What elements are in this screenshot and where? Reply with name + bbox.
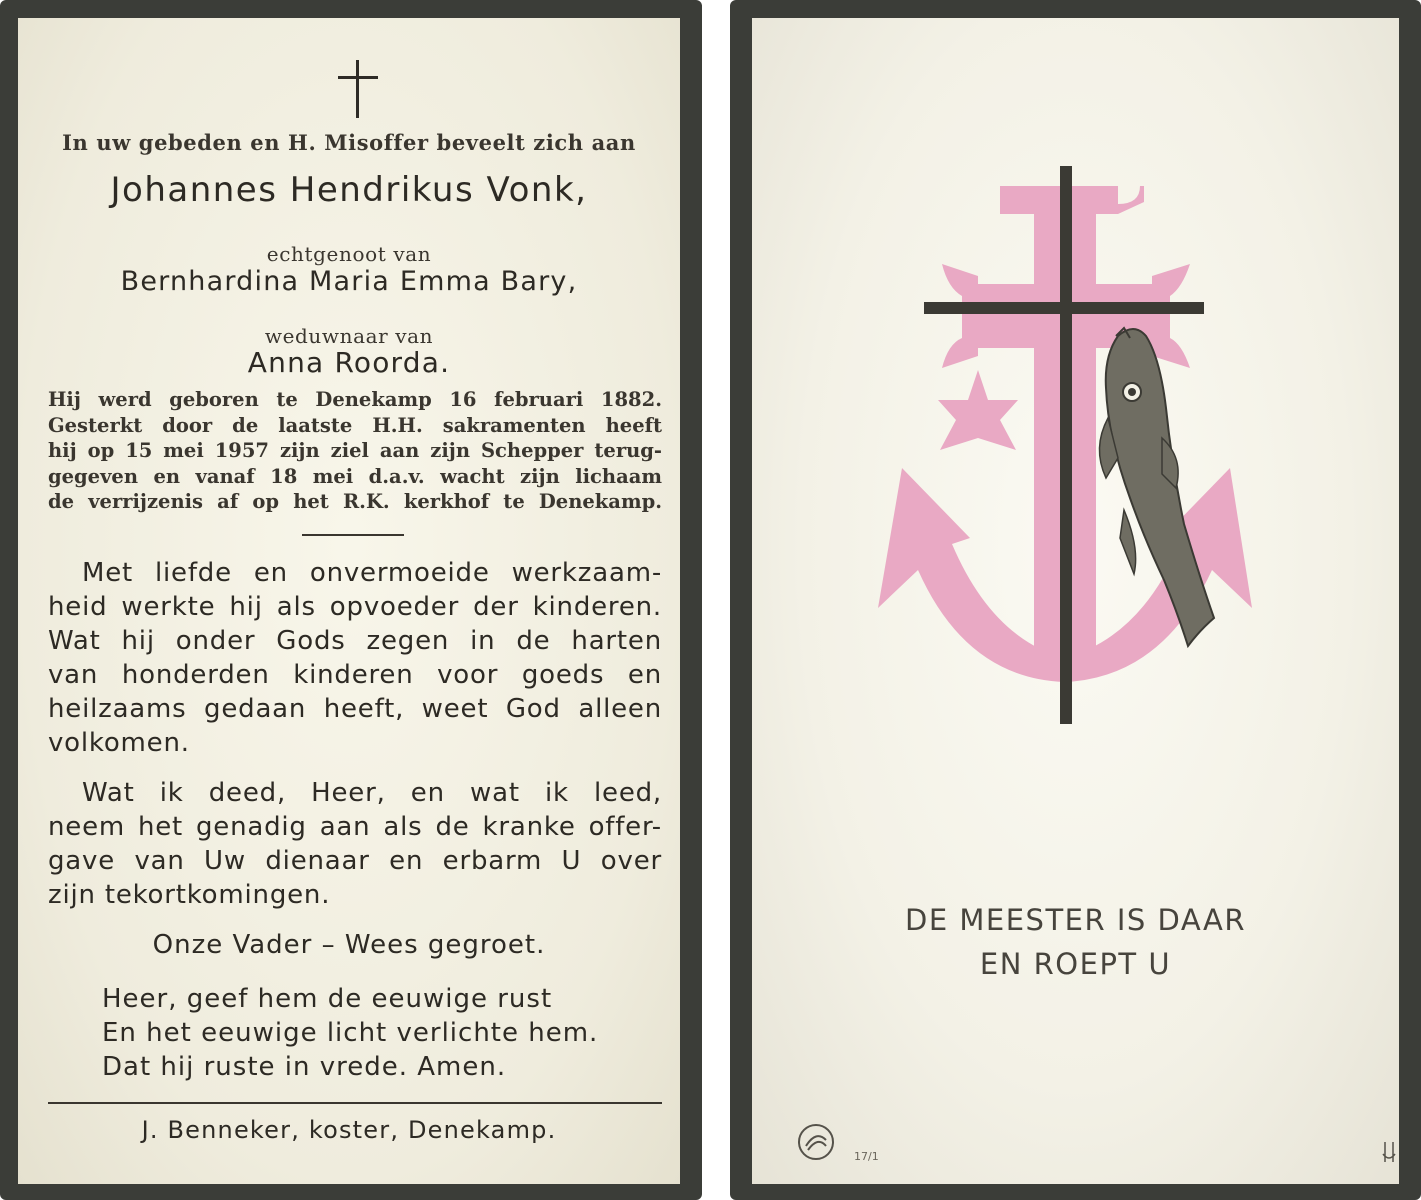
- paragraph-prayer: [48, 776, 662, 912]
- print-code: 17/1: [854, 1150, 879, 1163]
- printer-mark-icon: [1380, 1140, 1398, 1164]
- deceased-name: Johannes Hendrikus Vonk,: [110, 170, 588, 210]
- bio-line: de verrijzenis af op het R.K. kerkhof te Denekamp.: [48, 490, 662, 513]
- star-icon: [938, 370, 1018, 450]
- card-face-text: [18, 18, 680, 1184]
- verse-line: En het eeuwige licht verlichte hem.: [102, 1018, 599, 1048]
- paragraph-work: [48, 556, 662, 760]
- cross-icon: [336, 60, 380, 118]
- bio-line: hij op 15 mei 1957 zijn ziel aan zijn Schepper terug-: [48, 439, 662, 462]
- paragraph-line: heid werkte hij als opvoeder der kinderen.: [48, 592, 662, 622]
- verse-line: Dat hij ruste in vrede. Amen.: [102, 1052, 507, 1082]
- biography: [48, 387, 662, 515]
- card-face-image: [752, 18, 1399, 1184]
- paragraph-line: neem het genadig aan als de kranke offer-: [48, 812, 662, 842]
- verse-line: Heer, geef hem de eeuwige rust: [102, 984, 553, 1014]
- bio-line: gegeven en vanaf 18 mei d.a.v. wacht zijn lichaam: [48, 464, 662, 488]
- paragraph-line: heilzaams gedaan heeft, weet God alleen: [48, 694, 662, 724]
- paragraph-line: zijn tekortkomingen.: [48, 880, 331, 910]
- divider: [302, 534, 404, 536]
- paragraph-line: gave van Uw dienaar en erbarm U over: [48, 846, 662, 876]
- anchor-emblem: [752, 18, 1399, 1184]
- intro-line: In uw gebeden en H. Misoffer beveelt zich aan: [62, 130, 636, 155]
- paragraph-line: Met liefde en onvermoeide werkzaam-: [82, 558, 662, 588]
- verse: [102, 982, 598, 1084]
- widower-label: weduwnaar van: [264, 324, 434, 348]
- previous-spouse-name: Anna Roorda.: [247, 346, 451, 379]
- footer-rule: [48, 1102, 662, 1104]
- bio-line: Gesterkt door de laatste H.H. sakramenten heeft: [48, 413, 662, 437]
- motto-line: DE MEESTER IS DAAR: [905, 903, 1246, 937]
- paragraph-line: Wat hij onder Gods zegen in de harten: [48, 626, 662, 656]
- spouse-name: Bernhardina Maria Emma Bary,: [120, 266, 578, 297]
- motto: [752, 898, 1399, 986]
- motto-line: EN ROEPT U: [979, 947, 1172, 981]
- paragraph-line: volkomen.: [48, 728, 190, 758]
- bio-line: Hij werd geboren te Denekamp 16 februari 1882.: [48, 388, 662, 411]
- memorial-card-back: [730, 0, 1421, 1200]
- paragraph-line: Wat ik deed, Heer, en wat ik leed,: [82, 778, 662, 808]
- prayer-line: Onze Vader – Wees gegroet.: [152, 930, 546, 960]
- publisher-logo-icon: [796, 1122, 836, 1162]
- printer-credit: J. Benneker, koster, Denekamp.: [141, 1116, 557, 1144]
- memorial-card-front: [0, 0, 702, 1200]
- spouse-label: echtgenoot van: [266, 242, 432, 266]
- paragraph-line: van honderden kinderen voor goeds en: [48, 660, 662, 690]
